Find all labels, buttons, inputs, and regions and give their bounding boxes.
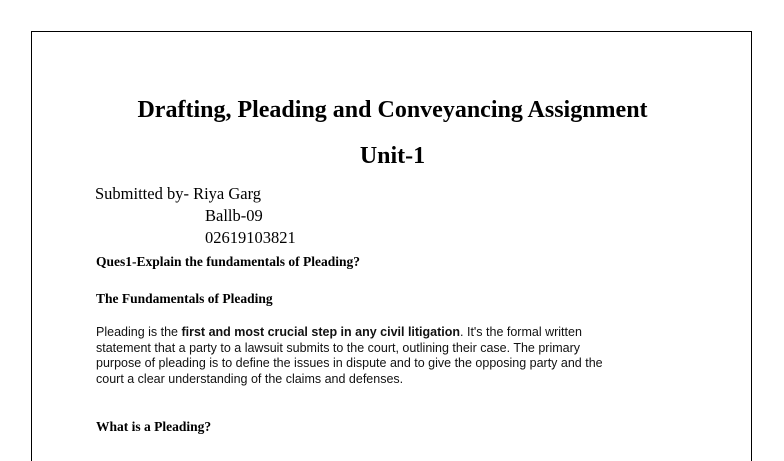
paragraph-line1-rest: . It's the formal written [460, 325, 582, 339]
roll-number: 02619103821 [205, 228, 296, 247]
question-heading: Ques1-Explain the fundamentals of Pleading? [96, 254, 361, 269]
document-page [31, 31, 752, 461]
paragraph-lead: Pleading is the [96, 325, 182, 339]
subheading: What is a Pleading? [96, 419, 212, 434]
paragraph-line-4: court a clear understanding of the claims and defenses. [96, 371, 404, 386]
paragraph-line-3: purpose of pleading is to define the issues in dispute and to give the opposing party and the [96, 356, 603, 370]
section-heading: The Fundamentals of Pleading [96, 291, 273, 306]
submitted-by: Submitted by- Riya Garg [95, 184, 262, 203]
paragraph-emphasis: first and most crucial step in any civil litigation [181, 325, 461, 339]
document-title: Drafting, Pleading and Conveyancing Assignment [137, 97, 648, 123]
body-paragraph [96, 325, 696, 387]
unit-heading: Unit-1 [359, 143, 426, 169]
paragraph-line-1 [96, 325, 696, 341]
paragraph-line-2: statement that a party to a lawsuit submits to the court, outlining their case. The primary [96, 340, 581, 355]
course-code: Ballb-09 [205, 206, 263, 225]
